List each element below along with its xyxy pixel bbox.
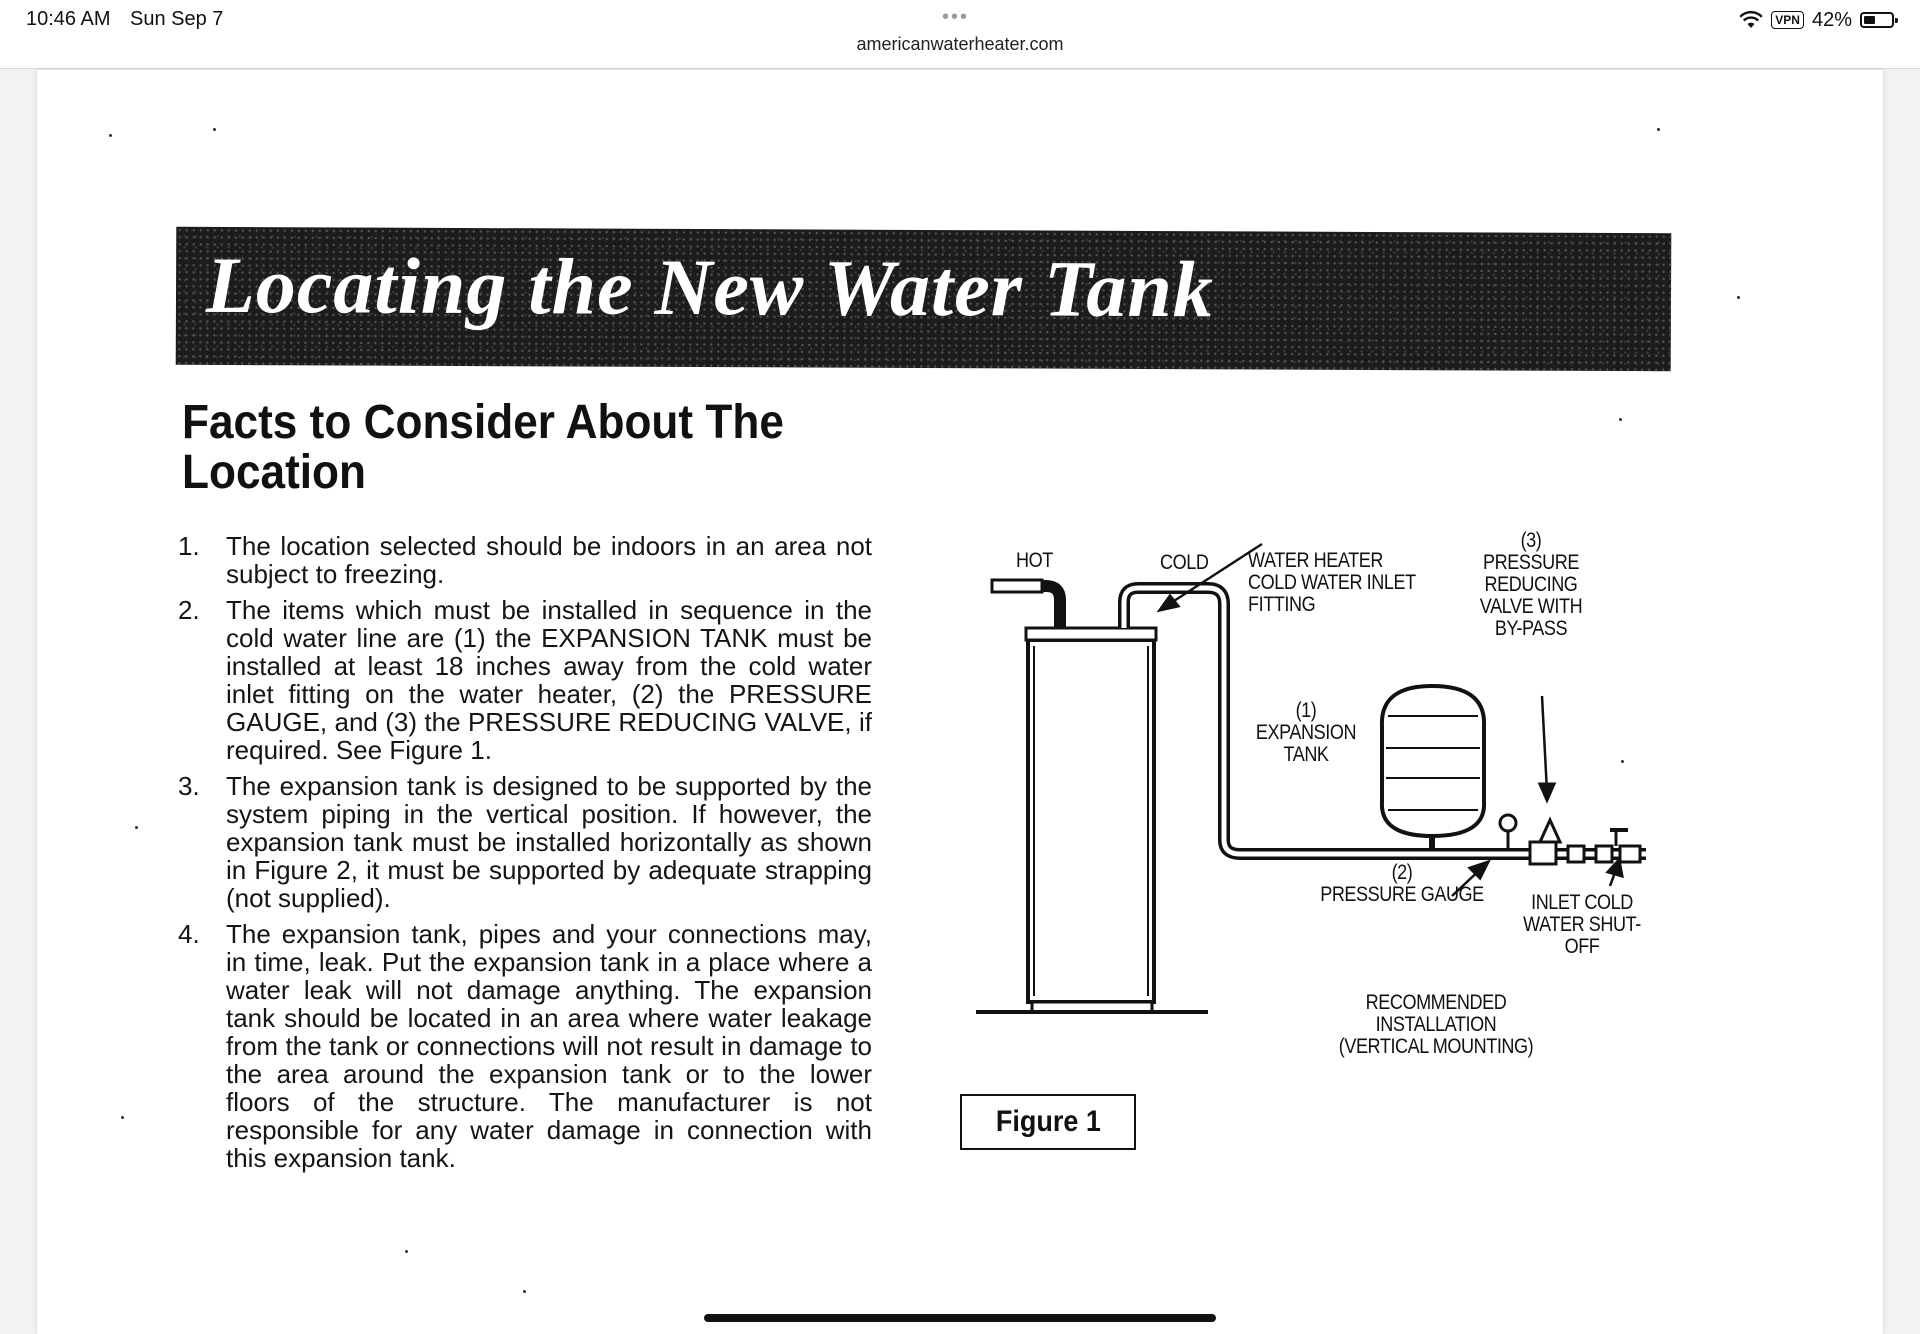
label-line: INLET COLD [1531, 891, 1633, 914]
label-line: REDUCING [1484, 573, 1578, 596]
scan-speck [109, 134, 112, 137]
item-text: The expansion tank is designed to be supported by the system piping in the vertical position. If however, the expansion tank must be installed horizontally as shown in Figure 2, it must be supported by adequate strapping (not supplied). [226, 771, 872, 913]
label-line: WATER HEATER [1248, 549, 1383, 572]
label-line: (3) [1520, 529, 1542, 552]
label-line: EXPANSION [1255, 721, 1357, 744]
list-item [172, 532, 872, 588]
scan-speck [1737, 296, 1740, 299]
label-line: (2) [1391, 861, 1413, 884]
battery-nub [1895, 18, 1898, 23]
item-text: The items which must be installed in sequence in the cold water line are (1) the EXPANSION TANK must be installed at least 18 inches away from the cold water inlet fitting on the water heater, (2) the PRESSURE GAUGE, and (3) the PRESSURE REDUCING VALVE, if required. See Figure 1. [226, 595, 872, 765]
facts-list [172, 532, 872, 1180]
label-pressure-reducing-valve [1475, 530, 1587, 640]
item-number: 1. [178, 531, 200, 561]
label-line: WATER SHUT- [1523, 913, 1641, 936]
battery-icon [1860, 12, 1894, 28]
scan-speck [121, 1116, 124, 1119]
list-item [172, 772, 872, 912]
label-line: OFF [1564, 935, 1600, 958]
status-bar [0, 0, 1920, 69]
label-line: BY-PASS [1494, 617, 1568, 640]
label-line: (VERTICAL MOUNTING) [1338, 1035, 1534, 1058]
item-number: 2. [178, 595, 200, 625]
label-inlet-fitting [1248, 550, 1416, 616]
label-hot: HOT [1016, 549, 1053, 572]
label-line: FITTING [1248, 593, 1316, 616]
multitask-dots-icon[interactable]: ••• [942, 6, 970, 28]
label-line: COLD WATER INLET [1248, 571, 1416, 594]
address-url[interactable]: americanwaterheater.com [856, 34, 1064, 54]
scan-speck [405, 1250, 408, 1253]
item-number: 4. [178, 919, 200, 949]
figure-caption [1307, 992, 1565, 1058]
wifi-icon [1739, 11, 1763, 29]
item-text: The location selected should be indoors in an area not subject to freezing. [226, 531, 872, 589]
label-pressure-gauge [1316, 862, 1488, 906]
label-line: PRESSURE [1483, 551, 1579, 574]
item-text: The expansion tank, pipes and your connections may, in time, leak. Put the expansion tank in a place where a water leak will not damage anything. The expansion tank should be located in an area where water leakage from the tank or connections will not result in damage to the area around the expansion tank or to the lower floors of the structure. The manufacturer is not responsible for any water damage in connection with this expansion tank. [226, 919, 872, 1173]
scan-speck [1619, 418, 1622, 421]
label-line: VALVE WITH [1479, 595, 1583, 618]
scan-speck [1657, 128, 1660, 131]
scan-speck [135, 826, 138, 829]
battery-percent: 42% [1811, 8, 1852, 31]
status-date: Sun Sep 7 [130, 8, 224, 30]
label-inlet-shutoff [1522, 892, 1642, 958]
figure-label-box [960, 1094, 1136, 1150]
label-cold: COLD [1160, 551, 1209, 574]
battery-fill [1864, 16, 1875, 24]
label-line: PRESSURE GAUGE [1320, 883, 1484, 906]
section-heading: Facts to Consider About The Location [182, 396, 784, 499]
banner-title: Locating the New Water Tank [205, 241, 1215, 335]
scan-speck [213, 128, 216, 131]
list-item [172, 920, 872, 1172]
list-item [172, 596, 872, 764]
label-line: RECOMMENDED INSTALLATION [1365, 991, 1507, 1036]
vpn-badge: VPN [1771, 11, 1804, 29]
label-expansion-tank [1254, 700, 1357, 766]
label-line: (1) [1295, 699, 1317, 722]
status-time: 10:46 AM [26, 8, 111, 30]
figure-label: Figure 1 [995, 1105, 1101, 1138]
home-indicator[interactable] [704, 1314, 1216, 1322]
label-line: TANK [1283, 743, 1329, 766]
scan-speck [523, 1290, 526, 1293]
title-banner [176, 227, 1672, 372]
installation-diagram [956, 520, 1716, 1058]
item-number: 3. [178, 771, 200, 801]
status-indicators [1739, 8, 1894, 32]
